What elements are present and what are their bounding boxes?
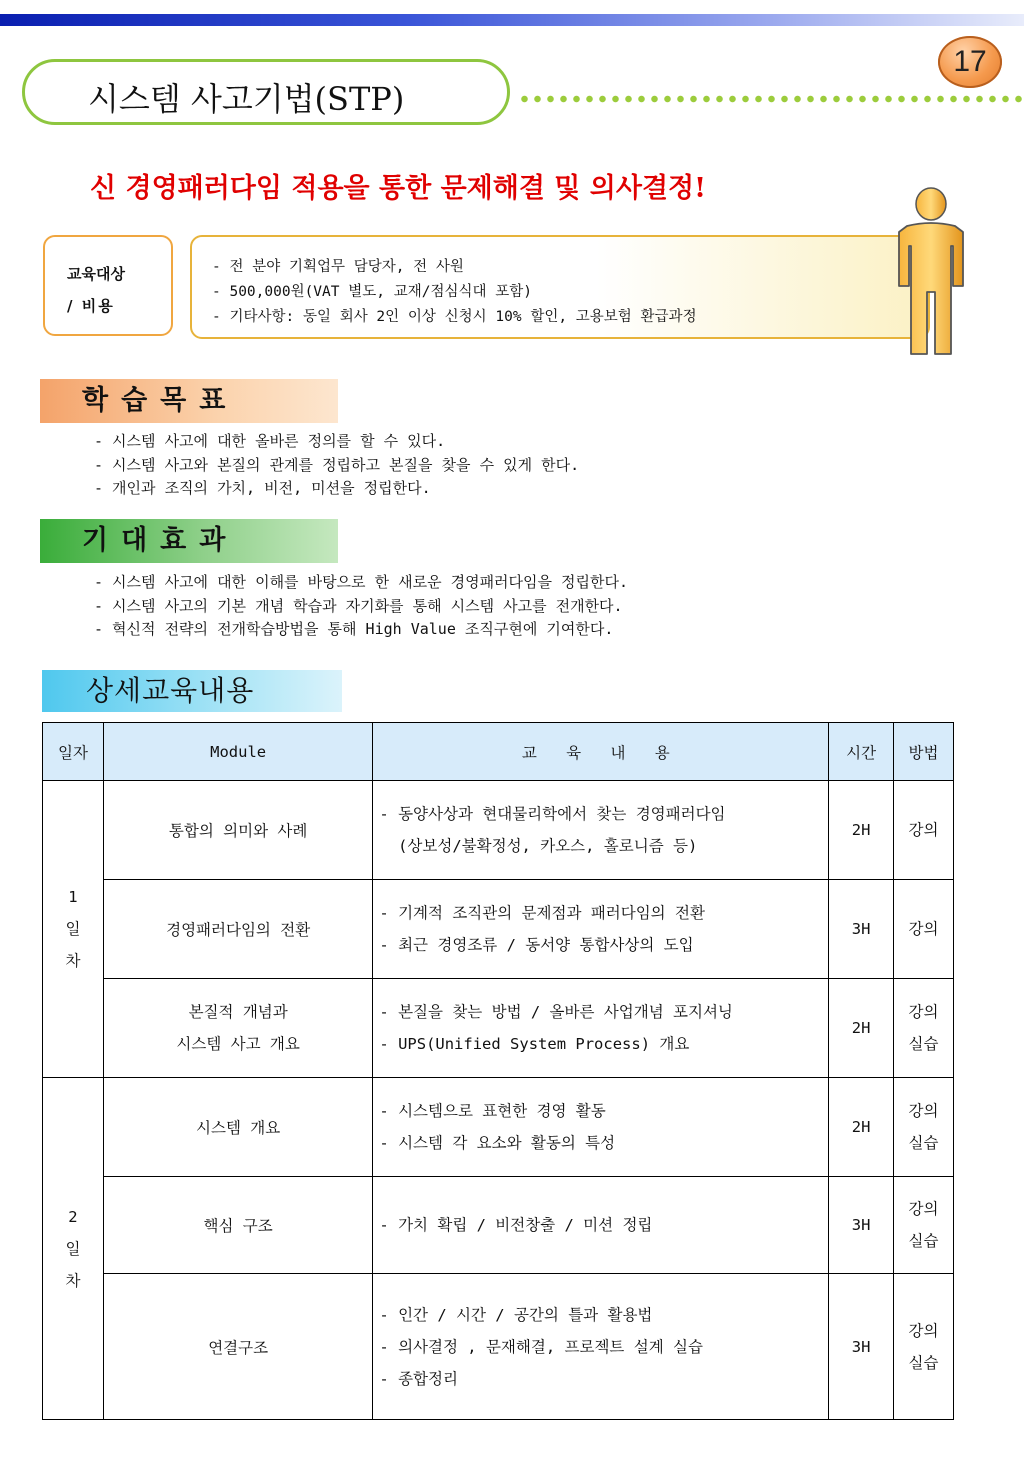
method-cell: 강의 — [894, 781, 954, 880]
content-cell — [373, 781, 829, 880]
module-cell: 통합의 의미와 사례 — [103, 781, 373, 880]
table-row — [43, 880, 954, 979]
curriculum-table — [42, 722, 954, 1420]
time-cell: 2H — [829, 979, 894, 1078]
column-header-method: 방법 — [894, 723, 954, 781]
column-header-day: 일자 — [43, 723, 104, 781]
day-char: 일 — [65, 920, 81, 938]
module-cell: 시스템 개요 — [103, 1078, 373, 1177]
top-gradient-bar — [0, 14, 1024, 26]
method-cell: 강의 — [894, 880, 954, 979]
table-row — [43, 1078, 954, 1177]
module-cell — [103, 979, 373, 1078]
content-line: - 의사결정 , 문재해결, 프로젝트 설계 실습 — [379, 1337, 703, 1356]
dotted-divider — [518, 92, 1024, 106]
day-char: 차 — [65, 952, 81, 970]
goals-list — [94, 430, 579, 501]
content-line: - 시스템 각 요소와 활동의 특성 — [379, 1134, 616, 1152]
column-header-content — [373, 723, 829, 781]
target-label-line1: 교육대상 — [67, 265, 125, 283]
day-cell — [43, 1078, 104, 1420]
section-heading-goals: 학습목표 — [40, 379, 338, 423]
table-row — [43, 1274, 954, 1420]
list-item: - 시스템 사고에 대한 이해를 바탕으로 한 새로운 경영패러다임을 정립한다. — [94, 573, 629, 591]
method-line: 강의 — [908, 1102, 939, 1120]
content-cell — [373, 1274, 829, 1420]
table-row — [43, 979, 954, 1078]
content-line: - 종합정리 — [379, 1369, 458, 1388]
content-line: - 동양사상과 현대물리학에서 찾는 경영패러다임 — [379, 805, 726, 823]
content-cell — [373, 880, 829, 979]
target-label-box — [43, 235, 173, 336]
content-cell — [373, 979, 829, 1078]
content-cell — [373, 1078, 829, 1177]
content-line: - 본질을 찾는 방법 / 올바른 사업개념 포지셔닝 — [379, 1003, 733, 1021]
page-number-badge: 17 — [938, 36, 1002, 88]
column-header-time: 시간 — [829, 723, 894, 781]
section-heading-effects: 기대효과 — [40, 519, 338, 563]
headline: 신 경영패러다임 적용을 통한 문제해결 및 의사결정! — [90, 173, 706, 204]
time-cell: 3H — [829, 1177, 894, 1274]
day-char: 차 — [65, 1271, 81, 1290]
table-row — [43, 781, 954, 880]
effects-list — [94, 571, 628, 642]
content-line: - 기계적 조직관의 문제점과 패러다임의 전환 — [379, 904, 705, 922]
module-line: 시스템 사고 개요 — [176, 1035, 300, 1053]
column-header-module: Module — [103, 723, 373, 781]
target-info-line: - 기타사항: 동일 회사 2인 이상 신청시 10% 할인, 고용보험 환급과정 — [212, 309, 697, 325]
method-line: 실습 — [908, 1353, 939, 1372]
content-line: - UPS(Unified System Process) 개요 — [379, 1035, 690, 1053]
list-item: - 시스템 사고에 대한 올바른 정의를 할 수 있다. — [94, 432, 446, 450]
module-line: 본질적 개념과 — [188, 1003, 288, 1021]
content-cell — [373, 1177, 829, 1274]
section-heading-detail: 상세교육내용 — [42, 670, 342, 712]
target-info-box — [190, 235, 930, 339]
method-line: 강의 — [908, 1003, 939, 1021]
list-item: - 시스템 사고의 기본 개념 학습과 자기화를 통해 시스템 사고를 전개한다. — [94, 596, 623, 615]
module-cell: 연결구조 — [103, 1274, 373, 1420]
page-title: 시스템 사고기법(STP) — [88, 80, 405, 118]
method-line: 실습 — [908, 1035, 939, 1053]
day-char: 일 — [65, 1239, 81, 1258]
target-label-line2: / 비용 — [67, 297, 115, 315]
module-cell: 핵심 구조 — [103, 1177, 373, 1274]
method-cell — [894, 1177, 954, 1274]
content-line: - 최근 경영조류 / 동서양 통합사상의 도입 — [379, 936, 694, 954]
time-cell: 2H — [829, 781, 894, 880]
time-cell: 2H — [829, 1078, 894, 1177]
table-header-row — [43, 723, 954, 781]
person-icon — [893, 186, 969, 362]
method-line: 실습 — [908, 1232, 939, 1250]
table-row — [43, 1177, 954, 1274]
day-char: 2 — [68, 1207, 78, 1226]
method-line: 실습 — [908, 1134, 939, 1152]
column-header-content-label: 교 육 내 용 — [521, 743, 680, 762]
day-char: 1 — [68, 888, 78, 906]
content-line: (상보성/불확정성, 카오스, 홀로니즘 등) — [379, 837, 698, 855]
content-line: - 가치 확립 / 비전창출 / 미션 정립 — [379, 1216, 653, 1234]
list-item: - 혁신적 전략의 전개학습방법을 통해 High Value 조직구현에 기여한다. — [94, 620, 614, 638]
day-cell — [43, 781, 104, 1078]
target-info-line: - 500,000원(VAT 별도, 교재/점심식대 포함) — [212, 284, 532, 300]
list-item: - 개인과 조직의 가치, 비전, 미션을 정립한다. — [94, 479, 431, 497]
target-info-line: - 전 분야 기획업무 담당자, 전 사원 — [212, 259, 464, 275]
method-cell — [894, 1078, 954, 1177]
method-line: 강의 — [908, 1200, 939, 1218]
time-cell: 3H — [829, 880, 894, 979]
method-line: 강의 — [908, 1321, 939, 1340]
content-line: - 인간 / 시간 / 공간의 틀과 활용법 — [379, 1305, 653, 1324]
list-item: - 시스템 사고와 본질의 관계를 정립하고 본질을 찾을 수 있게 한다. — [94, 455, 580, 474]
content-line: - 시스템으로 표현한 경영 활동 — [379, 1102, 606, 1120]
method-cell — [894, 979, 954, 1078]
module-cell: 경영패러다임의 전환 — [103, 880, 373, 979]
method-cell — [894, 1274, 954, 1420]
time-cell: 3H — [829, 1274, 894, 1420]
